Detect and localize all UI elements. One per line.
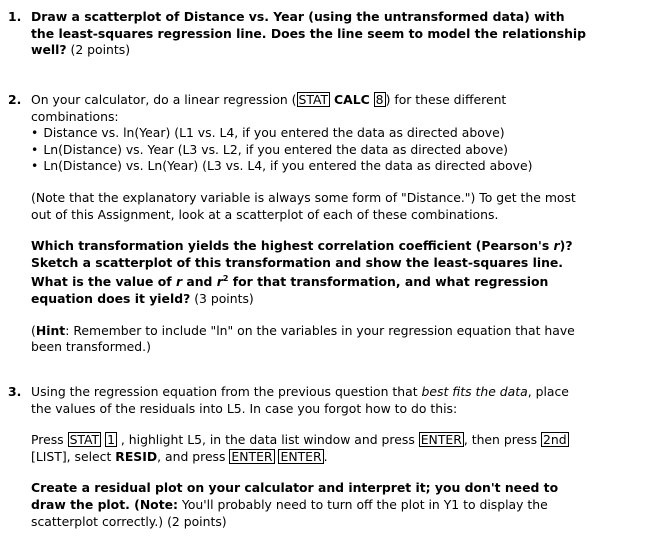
q2-bold-line bbox=[31, 271, 648, 291]
text: On your calculator, do a linear regression ( bbox=[31, 92, 297, 107]
text: best fits the data bbox=[421, 384, 528, 399]
text: and bbox=[182, 274, 217, 290]
text: , then press bbox=[463, 432, 541, 448]
q1-line bbox=[31, 42, 648, 59]
q1-line bbox=[31, 26, 648, 43]
text: )? bbox=[559, 238, 573, 254]
key-enter: ENTER bbox=[420, 432, 462, 448]
text: . bbox=[323, 448, 328, 464]
text: You'll probably need to turn off the plot in Y1 to display the bbox=[177, 496, 548, 512]
text: Using the regression equation from the previous question that bbox=[31, 384, 422, 399]
key-enter: ENTER bbox=[231, 448, 273, 464]
text: ( bbox=[129, 496, 140, 512]
key-enter: ENTER bbox=[280, 448, 322, 464]
text: well? bbox=[31, 42, 67, 58]
list-item: • Ln(Distance) vs. Ln(Year) (L3 vs. L4, if you entered the data as directed above) bbox=[31, 158, 648, 175]
text: Draw a scatterplot of Distance vs. Year (using the untransformed data) with bbox=[31, 9, 565, 24]
text: Create a residual plot on your calculator and interpret it; you don't need to bbox=[31, 480, 559, 496]
q3-line bbox=[31, 497, 648, 514]
text: [LIST], select bbox=[31, 448, 116, 464]
q3-line bbox=[31, 449, 648, 466]
text: What is the value of bbox=[31, 274, 176, 290]
question-1 bbox=[8, 9, 648, 59]
q3-line bbox=[31, 384, 648, 401]
text: Hint bbox=[35, 322, 66, 338]
text: RESID bbox=[115, 448, 158, 464]
question-number: 2. bbox=[8, 92, 22, 107]
combination-list bbox=[31, 125, 648, 175]
points: (2 points) bbox=[66, 42, 131, 58]
text: ) for these different bbox=[385, 92, 507, 107]
q2-line bbox=[31, 92, 648, 109]
list-item: • Ln(Distance) vs. Year (L3 vs. L2, if you entered the data as directed above) bbox=[31, 142, 648, 159]
text: CALC bbox=[334, 92, 370, 107]
question-2 bbox=[8, 92, 648, 356]
text: equation does it yield? bbox=[31, 291, 191, 307]
text: r bbox=[175, 274, 183, 290]
text: been transformed.) bbox=[31, 339, 151, 355]
key-2nd: 2nd bbox=[543, 432, 567, 448]
text: scatterplot correctly.) (2 points) bbox=[31, 513, 227, 529]
text: Note: bbox=[139, 496, 178, 512]
text: out of this Assignment, look at a scatterplot of each of these combinations. bbox=[31, 206, 499, 222]
text: , and press bbox=[157, 448, 230, 464]
q1-line bbox=[31, 9, 648, 26]
text: the values of the residuals into L5. In case you forgot how to do this: bbox=[31, 400, 458, 416]
text: r bbox=[553, 238, 560, 254]
text: 2 bbox=[222, 274, 229, 284]
points: (3 points) bbox=[190, 291, 254, 307]
text: ( bbox=[31, 322, 36, 338]
key-stat: STAT bbox=[69, 432, 100, 448]
q2-bold-line bbox=[31, 238, 648, 255]
text: Press bbox=[31, 432, 68, 448]
question-number: 3. bbox=[8, 384, 22, 399]
key-stat: STAT bbox=[298, 92, 329, 107]
text: Sketch a scatterplot of this transformation and show the least-squares line. bbox=[31, 254, 564, 270]
q2-line bbox=[31, 323, 648, 340]
text: for that transformation, and what regression bbox=[228, 274, 549, 290]
text: combinations: bbox=[31, 108, 119, 124]
list-item: • Distance vs. ln(Year) (L1 vs. L4, if you entered the data as directed above) bbox=[31, 125, 648, 142]
q3-line bbox=[31, 432, 648, 449]
text: , place bbox=[527, 384, 569, 399]
q2-line bbox=[31, 291, 648, 308]
text: the least-squares regression line. Does the line seem to model the relationship bbox=[31, 25, 587, 41]
text: Which transformation yields the highest correlation coefficient (Pearson's bbox=[31, 238, 554, 254]
text: draw the plot. bbox=[31, 496, 130, 512]
question-number: 1. bbox=[8, 9, 22, 24]
text: (Note that the explanatory variable is always some form of "Distance.") To get the most bbox=[31, 189, 576, 205]
text: , highlight L5, in the data list window and press bbox=[116, 432, 419, 448]
text: r bbox=[216, 274, 223, 290]
text: : Remember to include "ln" on the variables in your regression equation that have bbox=[65, 322, 575, 338]
key-8: 8 bbox=[375, 92, 384, 107]
question-3 bbox=[8, 384, 648, 530]
key-1: 1 bbox=[107, 432, 115, 448]
